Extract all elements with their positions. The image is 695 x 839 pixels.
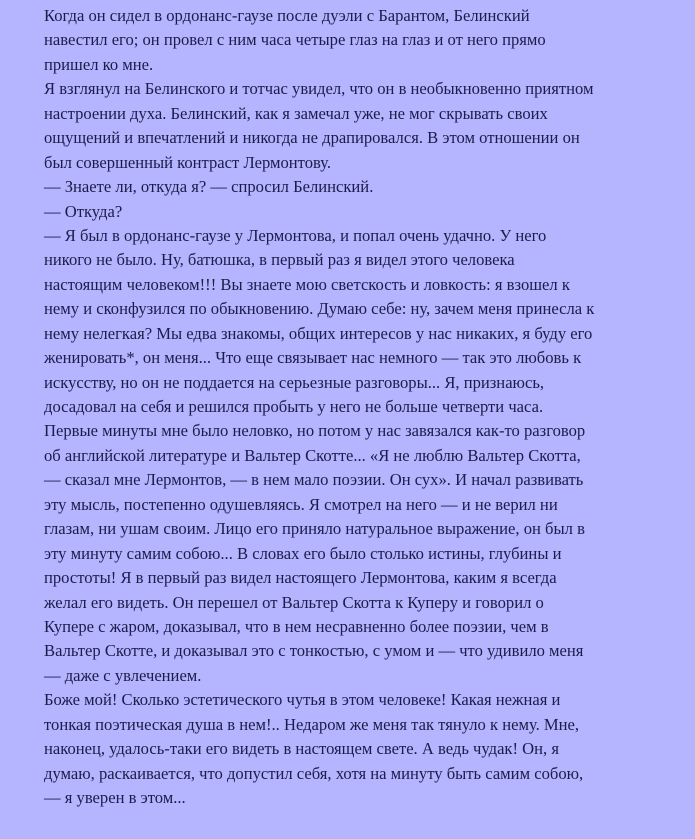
text-line: досадовал на себя и решился пробыть у него не больше четверти часа. — [44, 397, 544, 416]
document-text — [44, 4, 690, 810]
text-line: глазам, ни ушам своим. Лицо его приняло натуральное выражение, он был в — [44, 519, 585, 539]
text-line: настоящим человеком!!! Вы знаете мою светскость и ловкость: я взошел к — [44, 274, 570, 294]
text-line: эту мысль, постепенно одушевляясь. Я смотрел на него — и не верил ни — [44, 494, 558, 514]
text-line: никого не было. Ну, батюшка, в первый раз я видел этого человека — [44, 250, 515, 270]
text-line: нему и сконфузился по обыкновению. Думаю себе: ну, зачем меня принесла к — [44, 299, 595, 319]
text-line: — Знаете ли, откуда я? — спросил Белинский. — [44, 177, 374, 197]
text-line: Первые минуты мне было неловко, но потом у нас завязался как-то разговор — [44, 421, 586, 441]
text-line: — даже с увлечением. — [44, 665, 202, 685]
text-line: желал его видеть. Он перешел от Вальтер Скотта к Куперу и говорил о — [44, 592, 544, 612]
text-line: — сказал мне Лермонтов, — в нем мало поэзии. Он сух». И начал развивать — [44, 470, 584, 490]
text-line: думаю, раскаивается, что допустил себя, хотя на минуту быть самим собою, — [44, 763, 584, 783]
text-line: — Я был в ордонанс-гаузе у Лермонтова, и попал очень удачно. У него — [44, 225, 547, 245]
text-line: пришел ко мне. — [44, 54, 154, 74]
text-line: женировать*, он меня... Что еще связывает нас немного — так это любовь к — [44, 348, 582, 368]
text-line: настроении духа. Белинский, как я замечал уже, не мог скрывать своих — [44, 103, 548, 123]
text-line: — Откуда? — [44, 201, 123, 221]
text-line: искусству, но он не поддается на серьезные разговоры... Я, признаюсь, — [44, 372, 545, 392]
text-line: наконец, удалось-таки его видеть в настоящем свете. А ведь чудак! Он, я — [44, 739, 559, 759]
text-line: простоты! Я в первый раз видел настоящего Лермонтова, каким я всегда — [44, 568, 557, 588]
text-line: был совершенный контраст Лермонтову. — [44, 152, 332, 172]
text-line: — я уверен в этом... — [44, 788, 186, 807]
text-line: ощущений и впечатлений и никогда не драпировался. В этом отношении он — [44, 128, 580, 148]
text-line: Вальтер Скотте, и доказывал это с тонкостью, с умом и — что удивило меня — [44, 641, 584, 661]
text-line: эту минуту самим собою... В словах его было столько истины, глубины и — [44, 543, 562, 563]
text-line: нему нелегкая? Мы едва знакомы, общих интересов у нас никаких, я буду его — [44, 323, 593, 343]
text-line: навестил его; он провел с ним часа четыре глаз на глаз и от него прямо — [44, 30, 546, 50]
text-line: Купере с жаром, доказывал, что в нем несравненно более поэзии, чем в — [44, 616, 549, 636]
text-line: Когда он сидел в ордонанс-гаузе после дуэли с Барантом, Белинский — [44, 6, 530, 25]
text-line: тонкая поэтическая душа в нем!.. Недаром же меня так тянуло к нему. Мне, — [44, 714, 580, 734]
text-line: Боже мой! Сколько эстетического чутья в этом человеке! Какая нежная и — [44, 690, 561, 710]
text-line: об английской литературе и Вальтер Скотте... «Я не люблю Вальтер Скотта, — [44, 445, 581, 465]
text-line: Я взглянул на Белинского и тотчас увидел, что он в необыкновенно приятном — [44, 79, 594, 99]
